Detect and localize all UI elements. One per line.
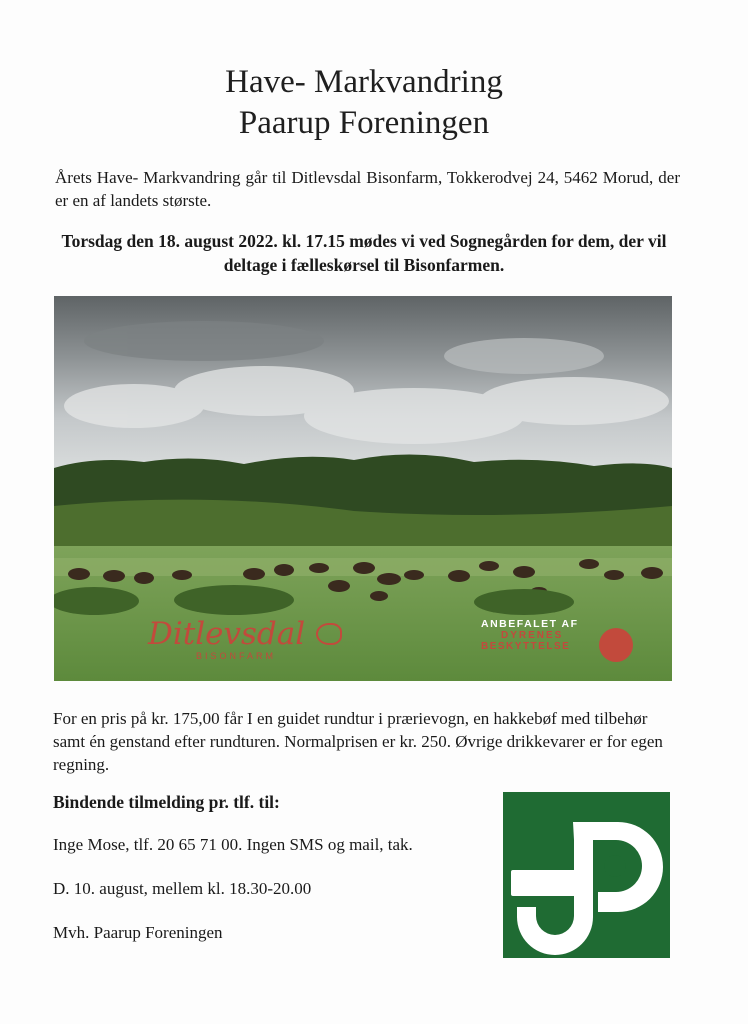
brand-sub: BISONFARM [196,651,277,661]
ditlevsdal-brand [148,617,348,661]
bison-icon [316,623,342,645]
title-line-2: Paarup Foreningen [238,105,490,141]
badge-line-1: ANBEFALET AF [481,618,579,630]
signup-title: Bindende tilmelding pr. tlf. til: [53,792,280,812]
intro-paragraph: Årets Have- Markvandring går til Ditlevsdal Bisonfarm, Tokkerodvej 24, 5462 Morud, der er en af landets største. [55,168,680,210]
brand-name: Ditlevsdal [148,616,306,652]
pricing-paragraph: For en pris på kr. 175,00 får I en guidet rundtur i prærievogn, en hakkebøf med tilbehør samt én genstand efter rundturen. Normalprisen er kr. 250. Øvrige drikkevarer er for egen regning. [53,709,663,774]
recommendation-badge [481,618,621,652]
title-line-1: Have- Markvandring [225,64,503,100]
badge-line-2: DYRENES [501,630,564,641]
deadline-line: D. 10. august, mellem kl. 18.30-20.00 [53,879,312,898]
contact-line: Inge Mose, tlf. 20 65 71 00. Ingen SMS og mail, tak. [53,835,413,854]
paarup-logo [503,792,670,958]
dyrenes-beskyttelse-seal-icon [599,628,633,662]
badge-line-3: BESKYTTELSE [481,641,571,652]
meeting-highlight: Torsdag den 18. august 2022. kl. 17.15 mødes vi ved Sognegården for dem, der vil deltage i fælleskørsel til Bisonfarmen. [61,231,667,275]
signoff-line: Mvh. Paarup Foreningen [53,923,223,942]
